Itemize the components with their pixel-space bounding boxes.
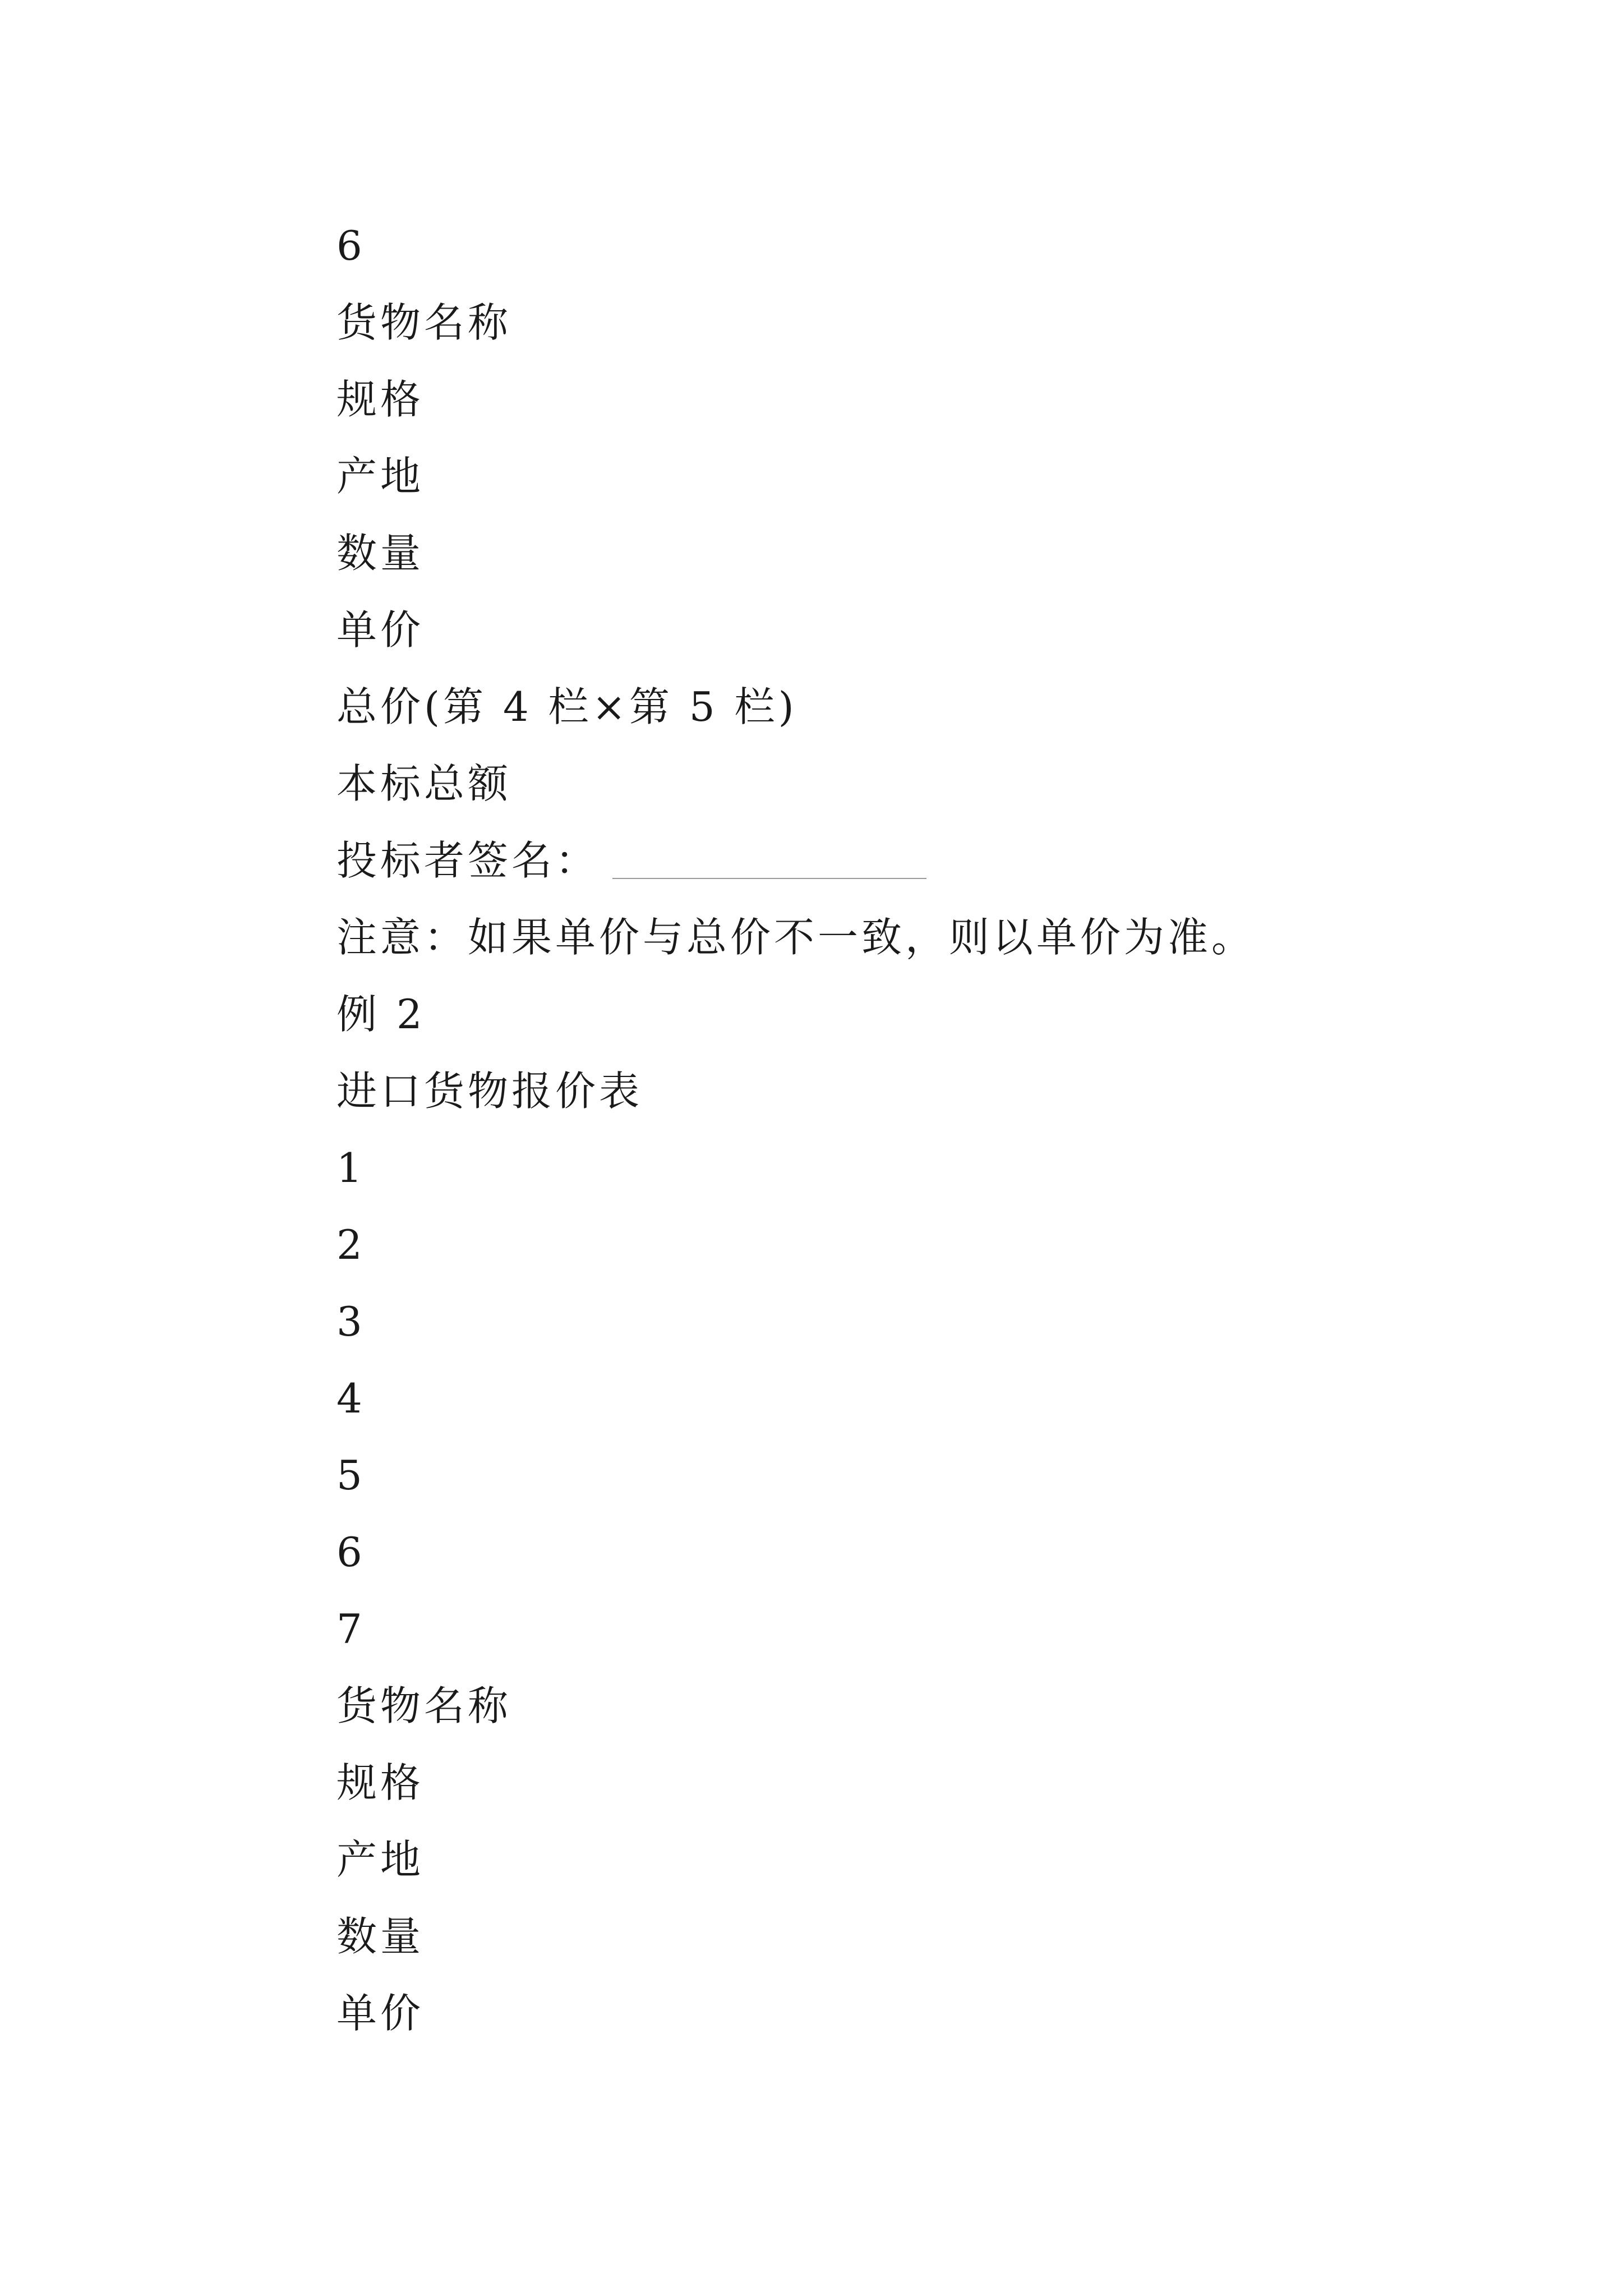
header-unit-price: 单价 xyxy=(336,606,425,654)
header-quantity-2: 数量 xyxy=(336,1913,425,1960)
header-goods-name: 货物名称 xyxy=(336,299,512,346)
header-specification-2: 规格 xyxy=(336,1759,425,1806)
bidder-signature-row xyxy=(336,822,1570,899)
column-number-7: 7 xyxy=(336,1605,366,1653)
header-origin: 产地 xyxy=(336,453,425,500)
document-body xyxy=(336,208,1570,2052)
column-number-6b: 6 xyxy=(336,1529,366,1576)
column-number-6: 6 xyxy=(336,222,366,269)
header-specification: 规格 xyxy=(336,376,425,423)
bidder-signature-label: 投标者签名： xyxy=(336,837,600,884)
column-number-2: 2 xyxy=(336,1221,366,1268)
table-title: 进口货物报价表 xyxy=(336,1068,643,1115)
header-total-price: 总价(第 4 栏×第 5 栏) xyxy=(336,683,797,730)
example-heading: 例 2 xyxy=(336,991,426,1038)
signature-blank-line xyxy=(612,878,926,879)
bid-total-amount: 本标总额 xyxy=(336,760,512,807)
header-origin-2: 产地 xyxy=(336,1836,425,1883)
header-quantity: 数量 xyxy=(336,530,425,577)
column-number-1: 1 xyxy=(336,1144,366,1191)
column-number-5: 5 xyxy=(336,1452,366,1499)
column-number-4: 4 xyxy=(336,1375,366,1422)
column-number-3: 3 xyxy=(336,1298,366,1345)
header-unit-price-2: 单价 xyxy=(336,1990,425,2037)
price-note: 注意：如果单价与总价不一致，则以单价为准。 xyxy=(336,914,1256,961)
header-goods-name-2: 货物名称 xyxy=(336,1682,512,1729)
